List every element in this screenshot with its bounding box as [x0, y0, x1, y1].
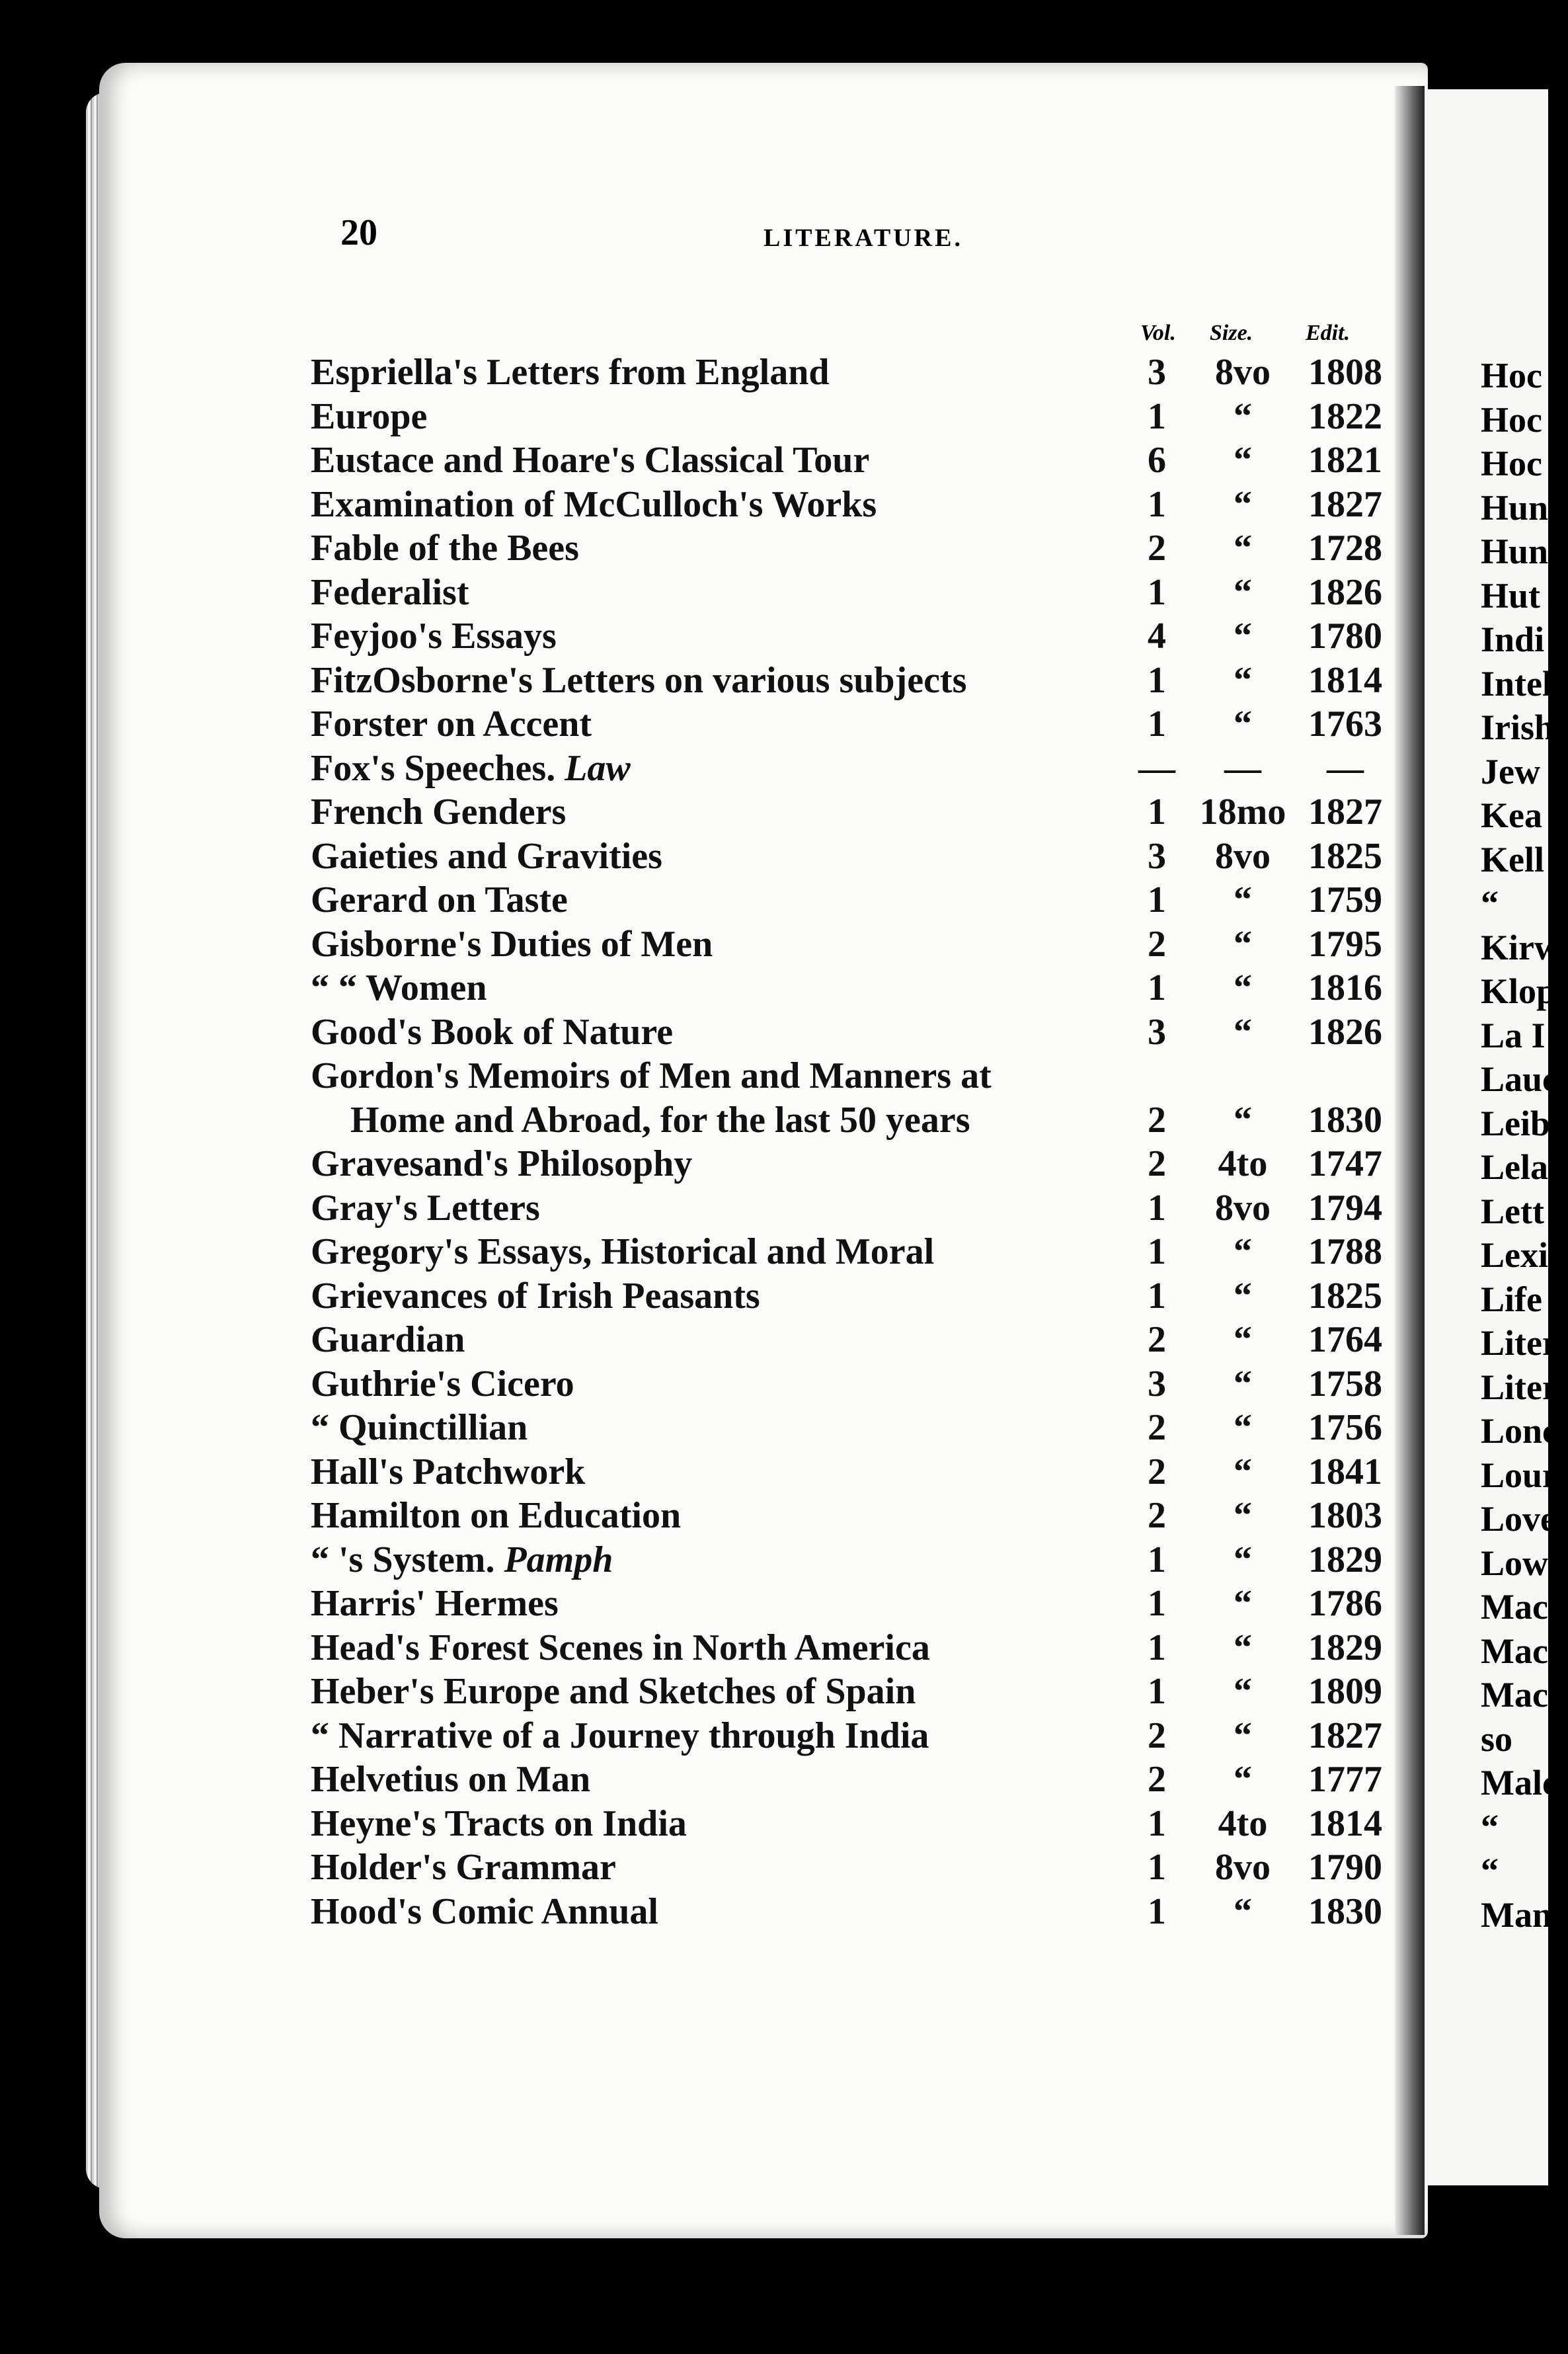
column-header-edit: Edit. — [1306, 321, 1351, 345]
facing-page-word: Indi — [1481, 620, 1545, 659]
entry-vol: 1 — [1148, 1187, 1166, 1229]
entry-vol: 1 — [1148, 791, 1166, 832]
catalogue-row — [311, 438, 1382, 482]
catalogue-row — [311, 878, 1382, 922]
entry-vol: 2 — [1148, 1099, 1166, 1141]
entry-title: FitzOsborne's Letters on various subjects — [311, 659, 967, 701]
entry-edit: 1827 — [1308, 791, 1382, 832]
page-number: 20 — [340, 212, 377, 253]
entry-title: “ Quinctillian — [311, 1407, 528, 1448]
catalogue-row — [311, 922, 1382, 966]
facing-page-word: Mack — [1481, 1631, 1568, 1671]
catalogue-row — [311, 747, 1382, 790]
catalogue-row — [311, 1010, 1382, 1054]
entry-vol: 2 — [1148, 1143, 1166, 1184]
entry-size: “ — [1234, 704, 1252, 745]
catalogue-row — [311, 395, 1382, 438]
entry-vol: 1 — [1148, 571, 1166, 613]
catalogue-row — [311, 1406, 1382, 1449]
column-header-vol: Vol. — [1140, 321, 1176, 345]
entry-size: “ — [1234, 395, 1252, 437]
entry-vol: — — [1138, 747, 1175, 789]
entry-size: “ — [1234, 1407, 1252, 1448]
entry-title: Fable of the Bees — [311, 528, 579, 569]
facing-page-word: Irish — [1481, 708, 1555, 747]
entry-size: 8vo — [1215, 1847, 1271, 1888]
entry-edit: 1747 — [1308, 1143, 1382, 1184]
entry-size: 18mo — [1199, 791, 1286, 832]
entry-edit: 1822 — [1308, 395, 1382, 437]
entry-vol: 1 — [1148, 395, 1166, 437]
entry-vol: 1 — [1148, 967, 1166, 1008]
entry-size: “ — [1234, 1495, 1252, 1536]
entry-vol: 1 — [1148, 1847, 1166, 1888]
catalogue-row — [311, 1230, 1382, 1274]
entry-size: “ — [1234, 483, 1252, 525]
facing-page-word: “ — [1481, 883, 1499, 923]
facing-page-word: Intel — [1481, 663, 1552, 704]
entry-size: “ — [1234, 1099, 1252, 1141]
entry-size: “ — [1234, 616, 1252, 657]
facing-page-word: Love — [1481, 1499, 1556, 1539]
facing-page-word: Hut — [1481, 575, 1541, 616]
entry-vol: 2 — [1148, 1495, 1166, 1536]
entry-edit: 1803 — [1308, 1495, 1382, 1536]
entry-vol: 1 — [1148, 1583, 1166, 1624]
entry-title: Harris' Hermes — [311, 1583, 559, 1624]
catalogue-row — [311, 1582, 1382, 1625]
facing-page-word: “ — [1481, 1851, 1499, 1890]
entry-vol: 1 — [1148, 1539, 1166, 1580]
catalogue-row — [311, 1538, 1382, 1582]
entry-title: Espriella's Letters from England — [311, 352, 830, 393]
entry-edit: 1816 — [1308, 967, 1382, 1008]
entry-title: Feyjoo's Essays — [311, 616, 557, 657]
catalogue-row — [311, 1274, 1382, 1318]
facing-page-word: Hoc — [1481, 444, 1542, 483]
entry-edit: 1826 — [1308, 1011, 1382, 1053]
catalogue-row — [311, 571, 1382, 614]
catalogue-row — [311, 1670, 1382, 1713]
facing-page-word: Lexi — [1481, 1235, 1548, 1275]
facing-page-word: Malc — [1481, 1763, 1558, 1803]
catalogue-row — [311, 1714, 1382, 1758]
facing-page-word: so — [1481, 1719, 1513, 1759]
entry-title: Head's Forest Scenes in North America — [311, 1627, 930, 1668]
entry-title: Gravesand's Philosophy — [311, 1143, 693, 1184]
entry-vol: 3 — [1148, 1363, 1166, 1404]
entry-vol: 3 — [1148, 835, 1166, 877]
entry-size: “ — [1234, 571, 1252, 613]
entry-title: Europe — [311, 395, 428, 437]
catalogue-row — [311, 1494, 1382, 1537]
entry-title: Federalist — [311, 571, 469, 613]
entry-size: “ — [1234, 1890, 1252, 1932]
entry-title: Hood's Comic Annual — [311, 1890, 658, 1932]
facing-page-word: Lett — [1481, 1191, 1544, 1231]
entry-title: French Genders — [311, 791, 567, 832]
entry-edit: — — [1327, 747, 1364, 789]
entry-title: Gray's Letters — [311, 1187, 540, 1229]
entry-edit: 1763 — [1308, 704, 1382, 745]
catalogue-row — [311, 1846, 1382, 1889]
entry-title: Examination of McCulloch's Works — [311, 483, 877, 525]
entry-edit: 1786 — [1308, 1583, 1382, 1624]
facing-page-word: Mac — [1481, 1587, 1548, 1627]
entry-size: “ — [1234, 1275, 1252, 1317]
entry-note: Pamph — [504, 1539, 613, 1580]
catalogue-row — [311, 526, 1382, 570]
catalogue-row — [311, 1318, 1382, 1361]
entry-title: “ Narrative of a Journey through India — [311, 1715, 929, 1756]
entry-title: Heyne's Tracts on India — [311, 1803, 687, 1844]
facing-page-word: Life — [1481, 1279, 1542, 1319]
entry-vol: 1 — [1148, 1803, 1166, 1844]
entry-edit: 1830 — [1308, 1099, 1382, 1141]
entry-size: “ — [1234, 1319, 1252, 1360]
entry-title: Gerard on Taste — [311, 879, 568, 920]
entry-edit: 1809 — [1308, 1671, 1382, 1712]
catalogue-row — [311, 1802, 1382, 1846]
entry-vol: 1 — [1148, 659, 1166, 701]
entry-vol: 2 — [1148, 923, 1166, 965]
entry-title: Eustace and Hoare's Classical Tour — [311, 440, 870, 481]
entry-size: — — [1224, 747, 1261, 789]
entry-edit: 1795 — [1308, 923, 1382, 965]
entry-vol: 1 — [1148, 1231, 1166, 1272]
entry-size: “ — [1234, 967, 1252, 1008]
catalogue-row — [311, 659, 1382, 702]
catalogue-row — [311, 1890, 1382, 1933]
entry-title: Good's Book of Nature — [311, 1011, 674, 1053]
entry-edit: 1825 — [1308, 1275, 1382, 1317]
catalogue-row — [311, 1098, 1382, 1142]
entry-title: “ “ Women — [311, 967, 487, 1008]
entry-size: “ — [1234, 1715, 1252, 1756]
entry-edit: 1764 — [1308, 1319, 1382, 1360]
entry-edit: 1814 — [1308, 659, 1382, 701]
entry-vol: 2 — [1148, 528, 1166, 569]
facing-page-word: Hoc — [1481, 356, 1542, 395]
entry-size: 8vo — [1215, 1187, 1271, 1229]
entry-size: “ — [1234, 1759, 1252, 1800]
facing-page-word: Leib — [1481, 1103, 1551, 1143]
entry-vol: 2 — [1148, 1319, 1166, 1360]
entry-title: Hall's Patchwork — [311, 1451, 586, 1492]
entry-vol: 4 — [1148, 616, 1166, 657]
entry-vol: 3 — [1148, 352, 1166, 393]
catalogue-row — [311, 702, 1382, 746]
entry-size: “ — [1234, 879, 1252, 920]
entry-title: Forster on Accent — [311, 704, 592, 745]
entry-edit: 1794 — [1308, 1187, 1382, 1229]
entry-title: Fox's Speeches. Law — [311, 747, 631, 789]
entry-title: Gordon's Memoirs of Men and Manners at — [311, 1055, 992, 1096]
entry-edit: 1814 — [1308, 1803, 1382, 1844]
entry-vol: 1 — [1148, 483, 1166, 525]
entry-size: “ — [1234, 1363, 1252, 1404]
entry-title: Gregory's Essays, Historical and Moral — [311, 1231, 935, 1272]
entry-edit: 1827 — [1308, 483, 1382, 525]
entry-vol: 1 — [1148, 1627, 1166, 1668]
entry-vol: 2 — [1148, 1759, 1166, 1800]
running-title: LITERATURE. — [764, 224, 963, 252]
entry-edit: 1756 — [1308, 1407, 1382, 1448]
entry-title: Gaieties and Gravities — [311, 835, 662, 877]
entry-title: Holder's Grammar — [311, 1847, 616, 1888]
entry-title: Helvetius on Man — [311, 1759, 591, 1800]
facing-page-word: Lonc — [1481, 1411, 1559, 1451]
catalogue-row — [311, 483, 1382, 526]
catalogue-row — [311, 614, 1382, 658]
entry-vol: 6 — [1148, 440, 1166, 481]
entry-title: Hamilton on Education — [311, 1495, 682, 1536]
entry-title: Guardian — [311, 1319, 465, 1360]
entry-size: “ — [1234, 923, 1252, 965]
entry-edit: 1821 — [1308, 440, 1382, 481]
entry-edit: 1780 — [1308, 616, 1382, 657]
facing-page-word: La I — [1481, 1015, 1546, 1055]
facing-page-word: Kirw — [1481, 927, 1560, 967]
entry-edit: 1790 — [1308, 1847, 1382, 1888]
entry-title: Gisborne's Duties of Men — [311, 923, 713, 965]
column-header-size: Size. — [1210, 321, 1253, 345]
page-header — [340, 212, 1398, 264]
entry-vol: 2 — [1148, 1407, 1166, 1448]
facing-page-word: Lour — [1481, 1455, 1559, 1495]
entry-edit: 1788 — [1308, 1231, 1382, 1272]
catalogue-row — [311, 1626, 1382, 1670]
entry-size: “ — [1234, 1671, 1252, 1712]
entry-vol: 2 — [1148, 1715, 1166, 1756]
entry-size: “ — [1234, 1011, 1252, 1053]
catalogue-row — [311, 1450, 1382, 1494]
facing-page-word: Man — [1481, 1894, 1552, 1935]
entry-vol: 1 — [1148, 704, 1166, 745]
entry-vol: 1 — [1148, 1671, 1166, 1712]
entry-size: 4to — [1218, 1803, 1268, 1844]
entry-edit: 1759 — [1308, 879, 1382, 920]
facing-page-word: Kell — [1481, 839, 1544, 879]
entry-title: Heber's Europe and Sketches of Spain — [311, 1671, 916, 1712]
entry-edit: 1728 — [1308, 528, 1382, 569]
facing-page-word: Liter — [1481, 1367, 1558, 1407]
facing-page-word: Mack — [1481, 1675, 1568, 1715]
entry-size: “ — [1234, 659, 1252, 701]
entry-size: “ — [1234, 1539, 1252, 1580]
facing-page-word: Hun — [1481, 487, 1549, 528]
entry-size: “ — [1234, 1583, 1252, 1624]
entry-edit: 1826 — [1308, 571, 1382, 613]
catalogue-row — [311, 350, 1382, 394]
book-gutter — [1395, 86, 1425, 2235]
entry-title: Home and Abroad, for the last 50 years — [350, 1099, 970, 1141]
catalogue-row — [311, 1758, 1382, 1801]
entry-edit: 1825 — [1308, 835, 1382, 877]
catalogue-row — [311, 1186, 1382, 1230]
entry-vol: 3 — [1148, 1011, 1166, 1053]
entry-size: “ — [1234, 1451, 1252, 1492]
entry-edit: 1830 — [1308, 1890, 1382, 1932]
entry-title: Guthrie's Cicero — [311, 1363, 574, 1404]
entry-note: Law — [565, 747, 631, 789]
facing-page-word: Hoc — [1481, 399, 1542, 440]
catalogue-row — [311, 1362, 1382, 1406]
entry-size: “ — [1234, 1627, 1252, 1668]
entry-title: “ 's System. Pamph — [311, 1539, 613, 1580]
catalogue-row — [311, 790, 1382, 834]
entry-edit: 1758 — [1308, 1363, 1382, 1404]
facing-page-word: Hun — [1481, 532, 1549, 571]
catalogue-row — [311, 966, 1382, 1010]
entry-edit: 1777 — [1308, 1759, 1382, 1800]
entry-edit: 1829 — [1308, 1539, 1382, 1580]
entry-edit: 1808 — [1308, 352, 1382, 393]
entry-edit: 1841 — [1308, 1451, 1382, 1492]
facing-page-word: Lauc — [1481, 1059, 1559, 1099]
entry-vol: 2 — [1148, 1451, 1166, 1492]
entry-edit: 1827 — [1308, 1715, 1382, 1756]
entry-size: 8vo — [1215, 835, 1271, 877]
entry-edit: 1829 — [1308, 1627, 1382, 1668]
entry-vol: 1 — [1148, 1275, 1166, 1317]
facing-page-word: Liter — [1481, 1323, 1558, 1363]
facing-page-word: Low — [1481, 1543, 1549, 1583]
facing-page-word: Jew — [1481, 751, 1540, 791]
entry-size: “ — [1234, 440, 1252, 481]
facing-page-word: Lela — [1481, 1147, 1548, 1187]
entry-vol: 1 — [1148, 1890, 1166, 1932]
entry-vol: 1 — [1148, 879, 1166, 920]
catalogue-row — [311, 1142, 1382, 1186]
entry-size: 8vo — [1215, 352, 1271, 393]
entry-title: Grievances of Irish Peasants — [311, 1275, 760, 1317]
facing-page-word: Klop — [1481, 971, 1557, 1011]
catalogue-row — [311, 834, 1382, 878]
entry-size: “ — [1234, 528, 1252, 569]
entry-size: 4to — [1218, 1143, 1268, 1184]
catalogue-row — [311, 1054, 1382, 1098]
entry-size: “ — [1234, 1231, 1252, 1272]
facing-page-word: “ — [1481, 1806, 1499, 1847]
facing-page-word: Kea — [1481, 795, 1542, 835]
